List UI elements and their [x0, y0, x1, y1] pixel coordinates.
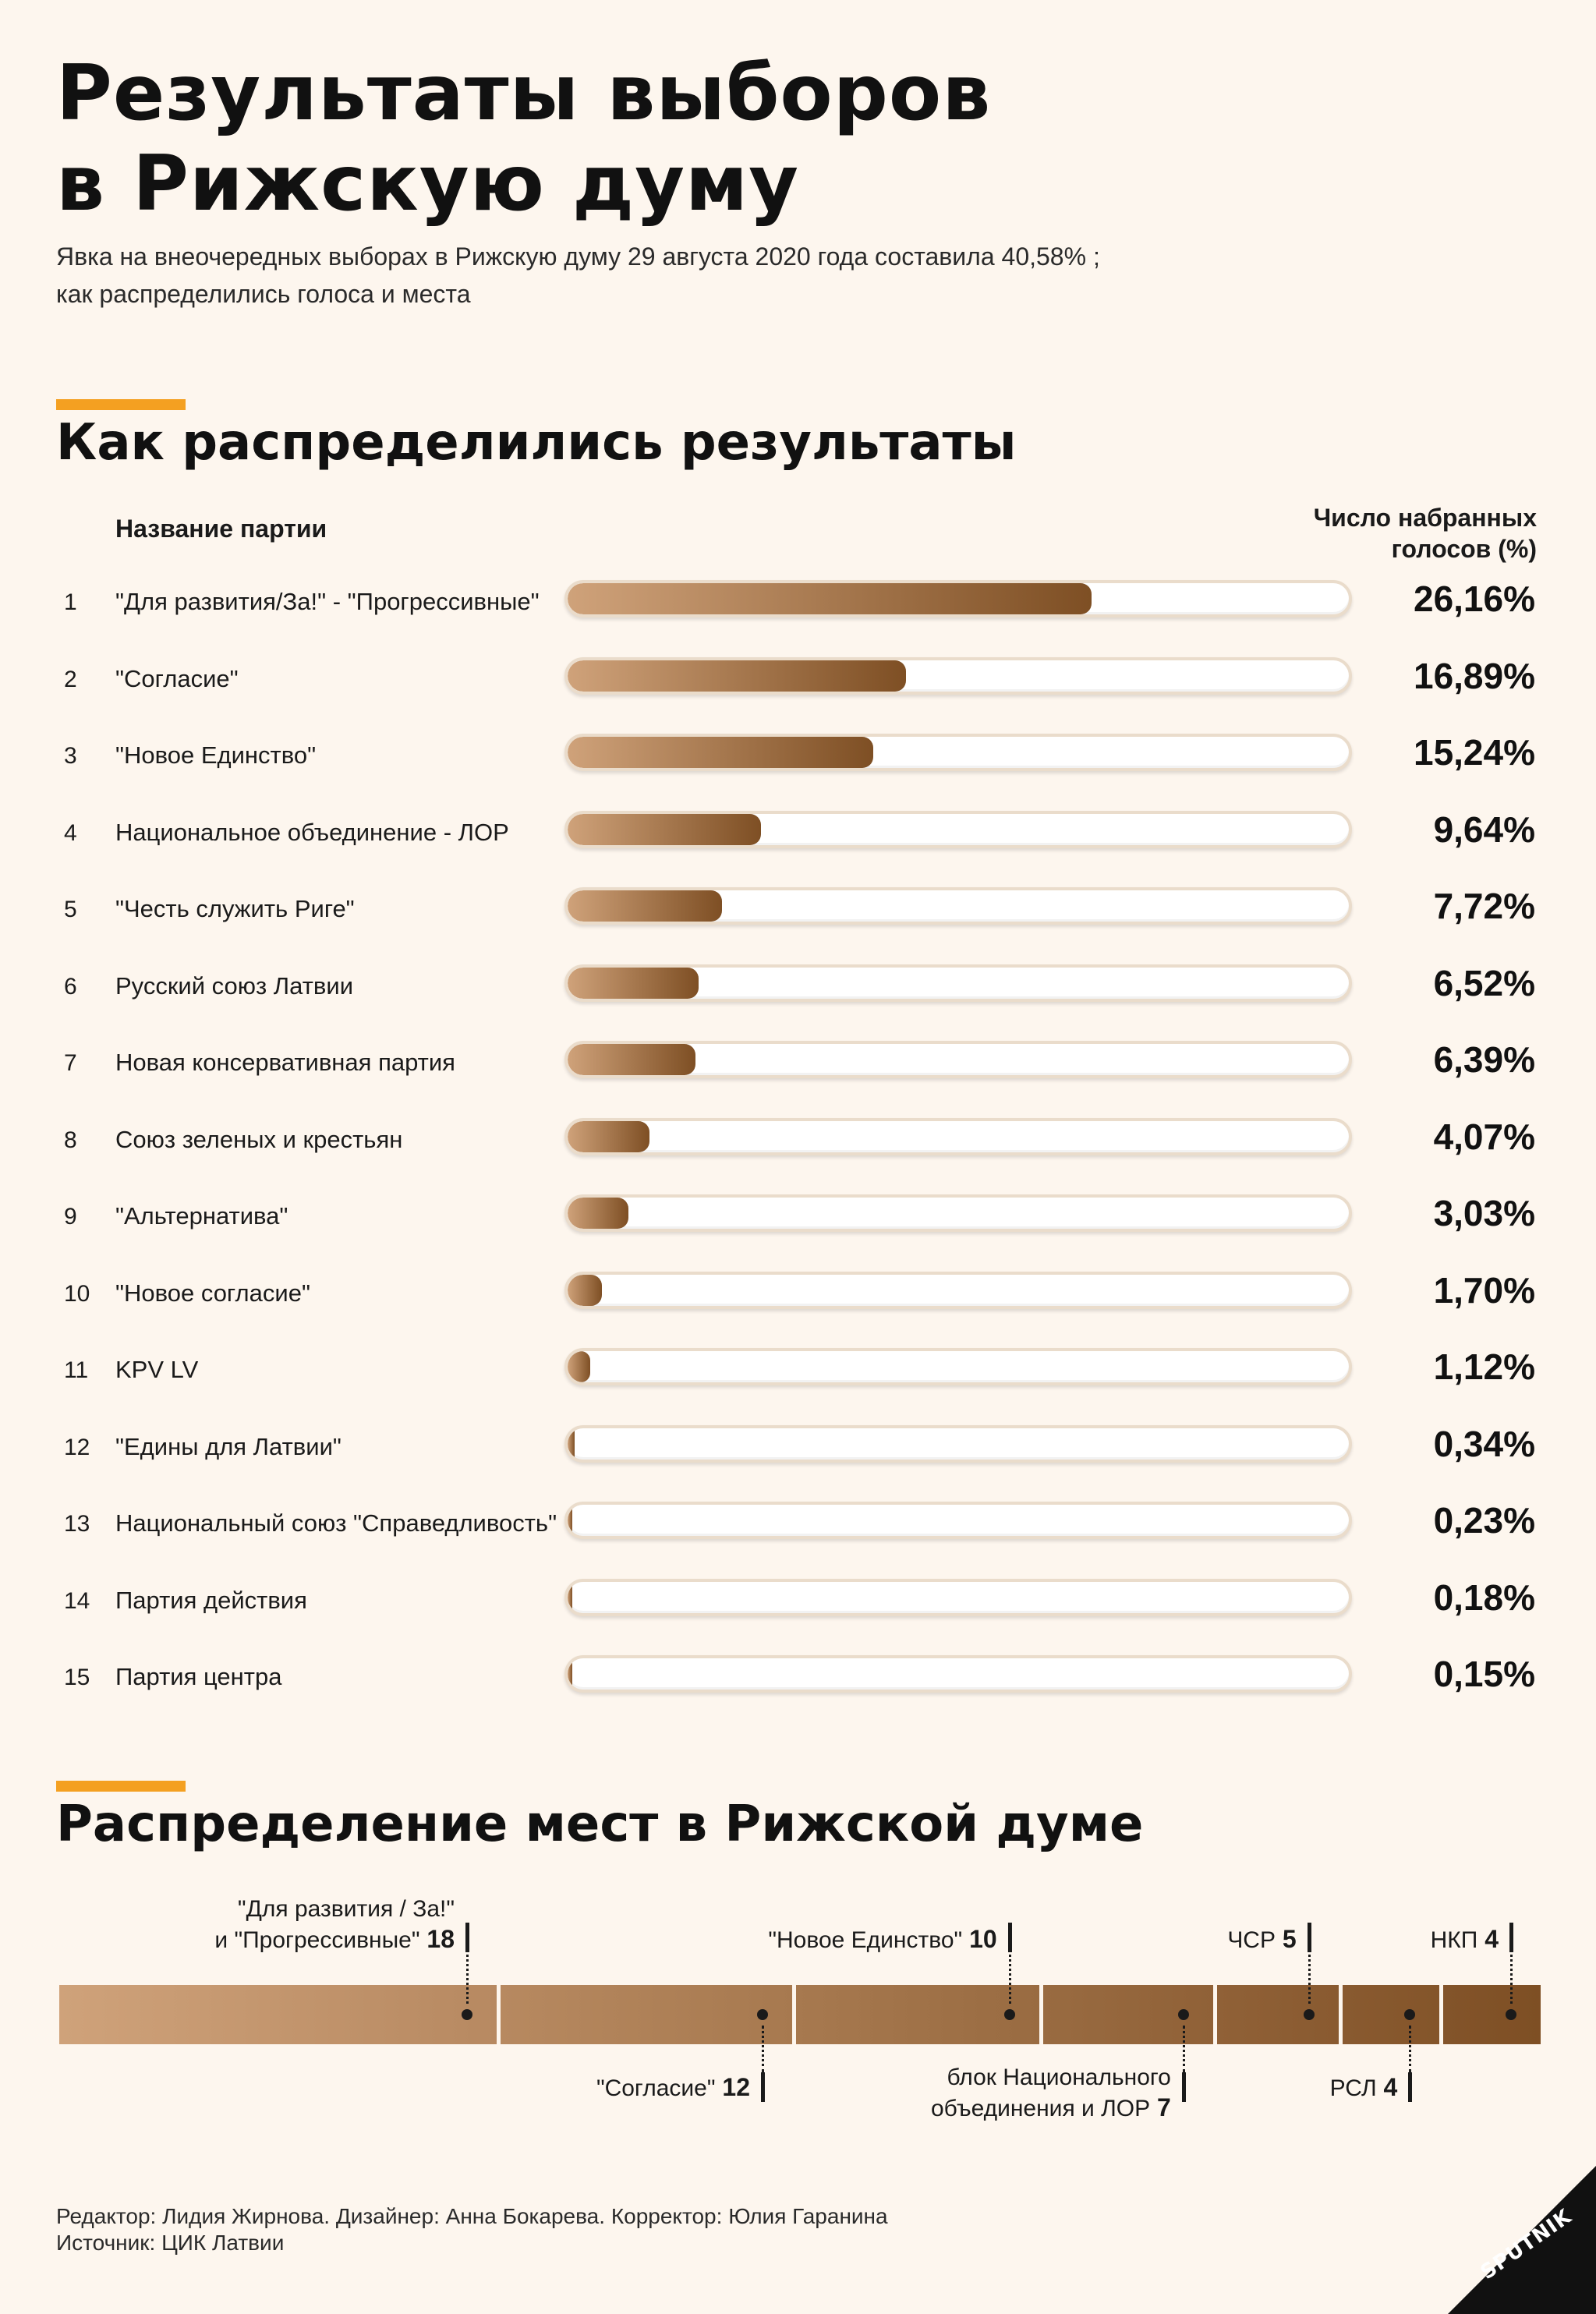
seat-label [1227, 1924, 1296, 1955]
bar-track [564, 1118, 1352, 1155]
result-row [0, 1425, 1596, 1472]
sputnik-logo [1448, 2166, 1596, 2314]
vote-bar [568, 1582, 572, 1613]
seat-segment [1343, 1985, 1440, 2044]
vote-bar [568, 814, 761, 845]
vote-bar [568, 1351, 590, 1382]
party-rank: 10 [64, 1280, 90, 1307]
seat-label-tick [465, 1923, 469, 1952]
vote-bar [568, 890, 722, 922]
vote-bar [568, 1505, 572, 1536]
party-name: Партия центра [115, 1663, 282, 1690]
vote-bar [568, 1658, 572, 1690]
section-accent-bar [56, 1781, 186, 1792]
seat-leader-line [1510, 1949, 1513, 2004]
result-row [0, 1348, 1596, 1395]
seat-label [768, 1924, 996, 1955]
seat-label-tick [761, 2072, 765, 2102]
party-rank: 9 [64, 1204, 77, 1230]
result-row [0, 1576, 1596, 1626]
result-row [0, 1502, 1596, 1548]
vote-bar [568, 1198, 628, 1229]
seat-segment [59, 1985, 497, 2044]
vote-percent-label: 6,39% [1433, 1039, 1535, 1080]
bar-track [564, 1041, 1352, 1078]
vote-bar [568, 1428, 575, 1460]
seat-label-tick [1008, 1923, 1012, 1952]
party-name: "Для развития/За!" - "Прогрессивные" [115, 588, 540, 615]
vote-percent-label: 0,23% [1433, 1500, 1535, 1541]
seat-strip [59, 1985, 1541, 2044]
vote-percent-label: 0,34% [1433, 1423, 1535, 1464]
vote-bar [568, 1044, 695, 1075]
vote-bar [568, 1275, 602, 1306]
party-rank: 6 [64, 973, 77, 1000]
seat-marker-dot [757, 2009, 768, 2020]
seat-party-name: НКП 4 [1430, 1925, 1499, 1953]
seat-party-name: "Согласие" 12 [596, 2073, 750, 2101]
vote-percent-label: 26,16% [1413, 578, 1535, 619]
result-row [0, 808, 1596, 858]
seat-marker-dot [1304, 2009, 1315, 2020]
party-name: KPV LV [115, 1356, 199, 1383]
bar-track [564, 1272, 1352, 1309]
bar-track [564, 1425, 1352, 1463]
vote-bar [568, 1121, 649, 1152]
party-name: "Новое согласие" [115, 1279, 310, 1307]
vote-percent-label: 1,70% [1433, 1269, 1535, 1311]
seat-count: 4 [1477, 1925, 1499, 1953]
page-title [56, 48, 991, 229]
seat-party-name: блок Национального [947, 2065, 1171, 2090]
vote-bar [568, 583, 1092, 614]
seat-leader-line [466, 1949, 469, 2004]
party-name: "Альтернатива" [115, 1202, 288, 1230]
footer-source: Источник: ЦИК Латвии [56, 2231, 285, 2255]
seat-segment [501, 1985, 792, 2044]
result-row [0, 964, 1596, 1011]
vote-percent-label: 1,12% [1433, 1346, 1535, 1387]
result-row [0, 657, 1596, 704]
vote-percent-label: 15,24% [1413, 732, 1535, 773]
seat-label [1330, 2072, 1398, 2103]
seat-marker-dot [462, 2009, 472, 2020]
seat-count: 4 [1376, 2073, 1398, 2101]
seat-party-name: РСЛ 4 [1329, 2073, 1398, 2101]
seats-section-title: Распределение мест в Рижской думе [56, 1796, 1144, 1853]
party-name: "Едины для Латвии" [115, 1432, 341, 1460]
party-rank: 3 [64, 743, 77, 769]
party-name: Союз зеленых и крестьян [115, 1125, 403, 1153]
seat-count: 18 [419, 1925, 455, 1953]
seat-count: 12 [715, 2073, 750, 2101]
seat-label-tick [1408, 2072, 1412, 2102]
seat-label [214, 1895, 455, 1955]
bar-track [564, 734, 1352, 771]
party-rank: 12 [64, 1434, 90, 1460]
party-rank: 8 [64, 1127, 77, 1153]
party-column-header: Название партии [115, 515, 327, 543]
vote-bar [568, 968, 699, 999]
party-name: "Согласие" [115, 664, 239, 692]
seat-leader-line [1009, 1949, 1011, 2004]
votes-column-header-line1: Число набранных [1313, 504, 1537, 532]
result-row [0, 1118, 1596, 1165]
vote-percent-label: 6,52% [1433, 962, 1535, 1003]
party-name: Национальный союз "Справедливость" [115, 1509, 557, 1537]
seat-leader-line [1308, 1949, 1311, 2004]
seat-leader-line [1409, 2026, 1411, 2072]
vote-bar [568, 737, 873, 768]
bar-track [564, 1502, 1352, 1539]
seat-leader-line [762, 2026, 764, 2072]
result-row [0, 1041, 1596, 1088]
party-rank: 14 [64, 1587, 90, 1614]
party-name: Партия действия [115, 1586, 307, 1614]
seat-label [596, 2072, 750, 2103]
seat-label-tick [1509, 1923, 1513, 1952]
logo-text: SPUTNIK [1476, 2204, 1577, 2285]
seat-marker-dot [1178, 2009, 1189, 2020]
seat-count: 7 [1150, 2093, 1171, 2121]
result-row [0, 580, 1596, 627]
party-rank: 1 [64, 589, 77, 615]
seat-marker-dot [1506, 2009, 1516, 2020]
section-accent-bar [56, 399, 186, 410]
result-row [0, 1194, 1596, 1241]
bar-track [564, 1655, 1352, 1693]
result-row [0, 887, 1596, 934]
party-rank: 13 [64, 1511, 90, 1537]
footer-credits: Редактор: Лидия Жирнова. Дизайнер: Анна Бокарева. Корректор: Юлия Гаранина [56, 2204, 888, 2228]
page-subtitle [56, 238, 1100, 313]
page-title-line1: Результаты выборов [56, 49, 992, 138]
vote-bar [568, 660, 906, 692]
party-name: Русский союз Латвии [115, 971, 354, 1000]
result-row [0, 1269, 1596, 1318]
seat-marker-dot [1004, 2009, 1015, 2020]
vote-percent-label: 4,07% [1433, 1116, 1535, 1157]
footer [56, 2203, 888, 2256]
party-name: "Честь служить Риге" [115, 895, 355, 922]
seat-leader-line [1183, 2026, 1185, 2072]
vote-percent-label: 7,72% [1433, 886, 1535, 926]
bar-track [564, 1579, 1352, 1616]
seat-label [1431, 1924, 1499, 1955]
vote-percent-label: 9,64% [1433, 808, 1535, 850]
seat-party-name: "Новое Единство" 10 [768, 1925, 997, 1953]
seat-count: 10 [962, 1925, 997, 1953]
bar-track [564, 657, 1352, 695]
party-name: Новая консервативная партия [115, 1049, 455, 1076]
seat-segment [1217, 1985, 1339, 2044]
seat-party-name: ЧСР 5 [1227, 1925, 1297, 1953]
party-rank: 7 [64, 1050, 77, 1076]
bar-track [564, 811, 1352, 848]
votes-column-header-line2: голосов (%) [1391, 535, 1537, 563]
subtitle-line1: Явка на внеочередных выборах в Рижскую думу 29 августа 2020 года составила 40,58% ; [56, 242, 1100, 271]
bar-track [564, 1194, 1352, 1232]
seat-label-tick [1182, 2072, 1186, 2102]
page-title-line2: в Рижскую думу [56, 140, 800, 228]
party-rank: 15 [64, 1665, 90, 1690]
vote-percent-label: 16,89% [1413, 655, 1535, 696]
votes-column-header [1314, 502, 1537, 564]
result-row [0, 1655, 1596, 1702]
seat-count: 5 [1275, 1925, 1297, 1953]
result-row [0, 734, 1596, 780]
party-name: "Новое Единство" [115, 741, 317, 769]
vote-percent-label: 3,03% [1433, 1193, 1535, 1233]
party-rank: 4 [64, 819, 77, 846]
party-rank: 11 [64, 1357, 89, 1383]
results-section-title: Как распределились результаты [56, 414, 1017, 472]
party-name: Национальное объединение - ЛОР [115, 818, 509, 846]
seat-label-tick [1308, 1923, 1311, 1952]
party-rank: 2 [64, 666, 77, 692]
bar-track [564, 887, 1352, 925]
seat-party-name-line2: объединения и ЛОР 7 [930, 2093, 1171, 2121]
vote-percent-label: 0,18% [1433, 1576, 1535, 1618]
bar-track [564, 1348, 1352, 1385]
bar-track [564, 580, 1352, 617]
vote-percent-label: 0,15% [1433, 1654, 1535, 1694]
party-rank: 5 [64, 897, 77, 922]
bar-track [564, 964, 1352, 1002]
seat-segment [796, 1985, 1039, 2044]
subtitle-line2: как распределились голоса и места [56, 280, 471, 308]
seat-label [931, 2063, 1171, 2124]
seat-party-name: "Для развития / За!" [237, 1896, 455, 1922]
seat-segment [1443, 1985, 1541, 2044]
seat-party-name-line2: и "Прогрессивные" 18 [214, 1925, 455, 1953]
